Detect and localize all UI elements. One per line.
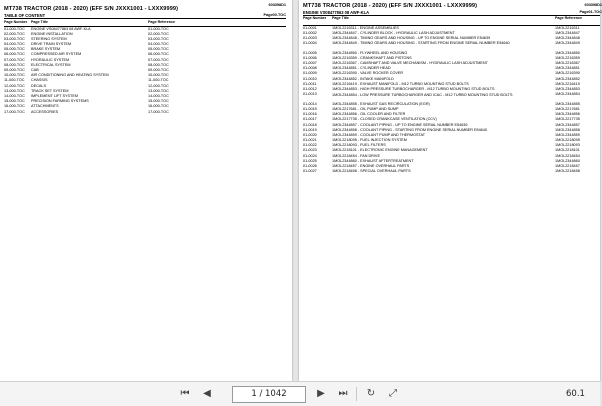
row-page-title: ATTACHMENTS — [31, 104, 59, 109]
row-page-reference: 17-000-TOC — [148, 109, 169, 114]
col-header-title: Page Title — [31, 20, 48, 24]
fit-page-icon[interactable]: ⤢ — [389, 388, 397, 399]
row-page-title: 1MOL2344848 - TIMING GEARS AND HOUSING - UP TO ENGINE SERIAL NUMBER E54639 — [332, 35, 491, 40]
row-page-number: 08-000-TOC — [4, 62, 25, 67]
row-page-number: 01-0026 — [303, 164, 317, 168]
row-page-reference: 09-000-TOC — [148, 68, 169, 72]
doc-subtitle: TABLE OF CONTENT — [4, 13, 46, 18]
row-page-title: 1MOL2218093 - FUEL FILTERS — [332, 143, 386, 148]
row-page-title: COMPRESSED AIR SYSTEM — [31, 52, 82, 57]
row-page-title: 1MOL2217735 - CLOSED CRANKCASE VENTILATION (CCV) — [332, 117, 437, 122]
doc-number: 603398D1 — [584, 3, 602, 7]
row-page-reference: 1MOL2216359 — [555, 55, 580, 60]
row-page-number: 01-0017 — [303, 117, 317, 122]
row-page-number: 01-0012 — [303, 86, 317, 91]
row-page-reference: 1MOL2218095 — [555, 138, 580, 143]
row-page-number: 01-0009 — [303, 71, 317, 76]
row-page-number: 05-000-TOC — [4, 47, 25, 52]
row-page-number: 13-000-TOC — [4, 88, 25, 93]
row-page-number: 01-0022 — [303, 143, 317, 148]
row-page-number: 15-000-TOC — [4, 99, 25, 104]
row-page-reference: 1MOL2344853 — [555, 86, 580, 91]
row-page-number: 03-000-TOC — [4, 36, 25, 41]
row-page-title: ACCESSORIES — [31, 109, 59, 114]
row-page-title: 1MOL2216419 - EXHAUST MANIFOLD - M12 TURBO MOUNTING STUD BOLTS — [332, 81, 469, 86]
toolbar-separator — [356, 387, 357, 401]
col-header-page: Page Number — [303, 16, 327, 20]
row-page-number: 01-0021 — [303, 138, 317, 143]
next-page-icon[interactable]: ▶ — [317, 388, 325, 399]
row-page-reference: 1MOL2344854 — [555, 92, 580, 97]
previous-page-icon[interactable]: ◀ — [203, 388, 211, 399]
row-page-title: 1MOL2216367 - CAMSHAFT AND VALVE MECHANISM - HYDRAULIC LASH ADJUSTMENT — [332, 61, 488, 66]
table-row[interactable] — [303, 41, 600, 51]
row-page-title: 1MOL2344854 - LOW PRESSURE TURBOCHARGER AND ICAC - M12 TURBO MOUNTING STUD BOLTS — [332, 92, 513, 97]
row-page-title: CHASSIS — [31, 78, 48, 83]
row-page-title: DRIVE TRAIN SYSTEM — [31, 42, 72, 47]
row-page-number: 01-0015 — [303, 106, 317, 111]
row-page-number: 01-0019 — [303, 127, 317, 132]
col-header-page: Page Number — [4, 20, 28, 24]
row-page-title: 1MOL2216390 - VALVE ROCKER COVER — [332, 71, 404, 76]
row-page-title: PRECISION FARMING SYSTEMS — [31, 99, 89, 104]
row-page-title: 1MOL2344852 - INTAKE MANIFOLD — [332, 76, 394, 81]
row-page-number: 01-0005 — [303, 50, 317, 55]
row-page-reference: 1MOL2344848 — [555, 35, 580, 40]
row-page-title: 1MOL2344858 - COOLANT PIPING - STARTING FROM ENGINE SERIAL NUMBER E54640 — [332, 127, 487, 132]
row-page-number: 01-0001 — [303, 25, 317, 30]
row-page-reference: 12-000-TOC — [148, 83, 169, 88]
row-page-reference: 10-000-TOC — [148, 73, 169, 78]
row-page-number: 01-0004 — [303, 41, 317, 46]
row-page-reference: 1MOL2216419 — [555, 81, 580, 86]
row-page-reference: 1MOL2344847 — [555, 30, 580, 35]
row-page-reference: 1MOL2344856 — [555, 112, 580, 117]
row-page-number: 10-000-TOC — [4, 73, 25, 78]
row-page-reference: 1MOL2216367 — [555, 61, 580, 66]
row-page-title: AIR CONDITIONING AND HEATING SYSTEM — [31, 73, 109, 78]
row-page-reference: 07-000-TOC — [148, 57, 169, 62]
row-page-reference: 15-000-TOC — [148, 99, 169, 104]
row-page-number: 01-0020 — [303, 132, 317, 137]
row-page-reference: 1MOL2218093 — [555, 143, 580, 148]
row-page-title: STEERING SYSTEM — [31, 36, 67, 41]
row-page-number: 11-000-TOC — [4, 78, 25, 83]
row-page-number: 01-000-TOC — [4, 26, 25, 31]
row-page-reference: 1MOL2344852 — [555, 76, 580, 81]
row-page-number: 02-000-TOC — [4, 31, 25, 36]
row-page-reference: 1MOL2218457 — [555, 164, 580, 168]
row-page-number: 01-0027 — [303, 169, 317, 174]
row-page-number: 16-000-TOC — [4, 104, 25, 109]
row-page-number: 01-0023 — [303, 148, 317, 153]
doc-title: MT738 TRACTOR (2018 - 2020) (EFF S/N JXXX1001 - LXXX9999) — [4, 6, 179, 12]
row-page-title: 1MOL2344853 - HIGH PRESSURE TURBOCHARGER - M12 TURBO MOUNTING STUD BOLTS — [332, 86, 495, 91]
row-page-reference: 11-000-TOC — [148, 78, 169, 83]
row-page-title: 1MOL2344851 - CYLINDER HEAD — [332, 66, 391, 71]
row-page-title: 1MOL2344860 - EXHAUST AFTERTREATMENT — [332, 158, 414, 163]
col-header-ref: Page Reference — [148, 20, 175, 24]
row-page-title: IMPLEMENT LIFT SYSTEM — [31, 93, 78, 98]
row-page-reference: 08-000-TOC — [148, 62, 169, 67]
row-page-reference: 13-000-TOC — [148, 88, 169, 93]
row-page-reference: 1MOL2344859 — [555, 132, 580, 137]
doc-subtitle: ENGINE VS08477863 08 AWF-KLA — [303, 10, 370, 15]
row-page-number: 07-000-TOC — [4, 57, 25, 62]
page-number-input[interactable]: 1 / 1042 — [232, 386, 306, 403]
row-page-reference: 02-000-TOC — [148, 31, 169, 36]
table-row[interactable] — [4, 110, 286, 115]
row-page-title: HYDRAULIC SYSTEM — [31, 57, 70, 62]
row-page-reference: 03-000-TOC — [148, 36, 169, 41]
doc-page-ref: Page01-TOC — [579, 10, 602, 14]
row-page-number: 12-000-TOC — [4, 83, 25, 88]
row-page-title: 1MOL2344850 - FLYWHEEL AND HOUSING — [332, 50, 408, 55]
row-page-title: 1MOL2216359 - CRANKSHAFT AND PISTONS — [332, 55, 412, 60]
row-page-number: 04-000-TOC — [4, 42, 25, 47]
row-page-number: 01-0011 — [303, 81, 317, 86]
row-page-number: 01-0025 — [303, 158, 317, 163]
row-page-number: 01-0002 — [303, 30, 317, 35]
row-page-number: 01-0014 — [303, 101, 317, 106]
row-page-title: 1MOL2344857 - COOLANT PIPING - UP TO ENGINE SERIAL NUMBER E54639 — [332, 122, 468, 127]
row-page-reference: 1MOL2218458 — [555, 169, 580, 174]
rotate-icon[interactable]: ↻ — [366, 388, 376, 399]
row-page-title: 1MOL2216311 - ENGINE ASSEMBLIES — [332, 25, 399, 30]
row-page-reference: 04-000-TOC — [148, 42, 169, 47]
row-page-number: 01-0024 — [303, 153, 317, 158]
row-page-title: ENGINE INSTALLATION — [31, 31, 73, 36]
document-page-left — [0, 0, 292, 381]
table-row[interactable] — [303, 169, 600, 174]
toc-table — [4, 27, 286, 115]
row-page-title: 1MOL2218458 - SPECIAL OVERHAUL PARTS — [332, 169, 411, 174]
zoom-level[interactable]: 60.1 — [566, 389, 585, 399]
last-page-icon[interactable]: ⏭ — [338, 388, 348, 399]
table-row[interactable] — [303, 92, 600, 102]
row-page-number: 01-0018 — [303, 122, 317, 127]
row-page-reference: 1MOL2218101 — [555, 148, 580, 153]
row-page-title: 1MOL2344856 - OIL COOLER AND FILTER — [332, 112, 406, 117]
row-page-reference: 1MOL2344849 — [555, 41, 580, 46]
first-page-icon[interactable]: ⏮ — [180, 388, 190, 399]
row-page-title: ENGINE VS08477863 08 AWF-KLA — [31, 26, 91, 31]
toc-table — [303, 26, 600, 175]
row-page-reference: 1MOL2216311 — [555, 25, 580, 30]
row-page-title: 1MOL2218454 - FAN DRIVE — [332, 153, 380, 158]
col-header-title: Page Title — [332, 16, 349, 20]
row-page-reference: 1MOL2344858 — [555, 127, 580, 132]
document-page-right — [299, 0, 600, 381]
doc-number: 603398D1 — [268, 3, 286, 7]
row-page-number: 01-0013 — [303, 92, 317, 97]
row-page-number: 01-0007 — [303, 61, 317, 66]
row-page-reference: 16-000-TOC — [148, 104, 169, 109]
row-page-number: 01-0010 — [303, 76, 317, 81]
col-header-ref: Page Reference — [555, 16, 582, 20]
row-page-number: 01-0006 — [303, 55, 317, 60]
row-page-title: TRACK SET SYSTEM — [31, 88, 69, 93]
row-page-number: 09-000-TOC — [4, 68, 25, 72]
row-page-reference: 1MOL2218454 — [555, 153, 580, 158]
row-page-number: 14-000-TOC — [4, 93, 25, 98]
row-page-number: 06-000-TOC — [4, 52, 25, 57]
row-page-reference: 05-000-TOC — [148, 47, 169, 52]
row-page-reference: 1MOL2344857 — [555, 122, 580, 127]
row-page-number: 17-000-TOC — [4, 109, 25, 114]
header-rule — [4, 18, 286, 19]
row-page-reference: 1MOL2344850 — [555, 50, 580, 55]
row-page-reference: 1MOL2217681 — [555, 106, 580, 111]
row-page-title: DECALS — [31, 83, 47, 88]
doc-page-ref: Page00-TOC — [263, 13, 286, 17]
row-page-number: 01-0003 — [303, 35, 317, 40]
row-page-number: 01-0016 — [303, 112, 317, 117]
row-page-reference: 01-000-TOC — [148, 26, 169, 31]
row-page-reference: 1MOL2344855 — [555, 101, 580, 106]
row-page-title: 1MOL2218101 - ELECTRONIC ENGINE MANAGEMENT — [332, 148, 428, 153]
row-page-title: ELECTRICAL SYSTEM — [31, 62, 71, 67]
row-page-title: 1MOL2218457 - ENGINE OVERHAUL PARTS — [332, 164, 410, 168]
row-page-number: 01-0008 — [303, 66, 317, 71]
row-page-reference: 14-000-TOC — [148, 93, 169, 98]
row-page-reference: 1MOL2216390 — [555, 71, 580, 76]
row-page-title: 1MOL2344859 - COOLANT PUMP AND THERMOSTAT — [332, 132, 426, 137]
row-page-reference: 1MOL2344860 — [555, 158, 580, 163]
row-page-title: 1MOL2344849 - TIMING GEARS AND HOUSING - STARTING FROM ENGINE SERIAL NUMBER E54640 — [332, 41, 510, 46]
row-page-title: 1MOL2344855 - EXHAUST GAS RECIRCULATION (EGR) — [332, 101, 430, 106]
viewer-toolbar — [0, 381, 600, 406]
row-page-title: BRAKE SYSTEM — [31, 47, 61, 52]
row-page-title: 1MOL2218095 - FUEL INJECTION SYSTEM — [332, 138, 407, 143]
row-page-reference: 1MOL2344851 — [555, 66, 580, 71]
row-page-title: 1MOL2344847 - CYLINDER BLOCK - HYDRAULIC LASH ADJUSTMENT — [332, 30, 455, 35]
row-page-reference: 1MOL2217735 — [555, 117, 580, 122]
doc-title: MT738 TRACTOR (2018 - 2020) (EFF S/N JXXX1001 - LXXX9999) — [303, 3, 478, 9]
row-page-reference: 06-000-TOC — [148, 52, 169, 57]
row-page-title: 1MOL2217681 - OIL PUMP AND SUMP — [332, 106, 399, 111]
row-page-title: CAB — [31, 68, 39, 72]
